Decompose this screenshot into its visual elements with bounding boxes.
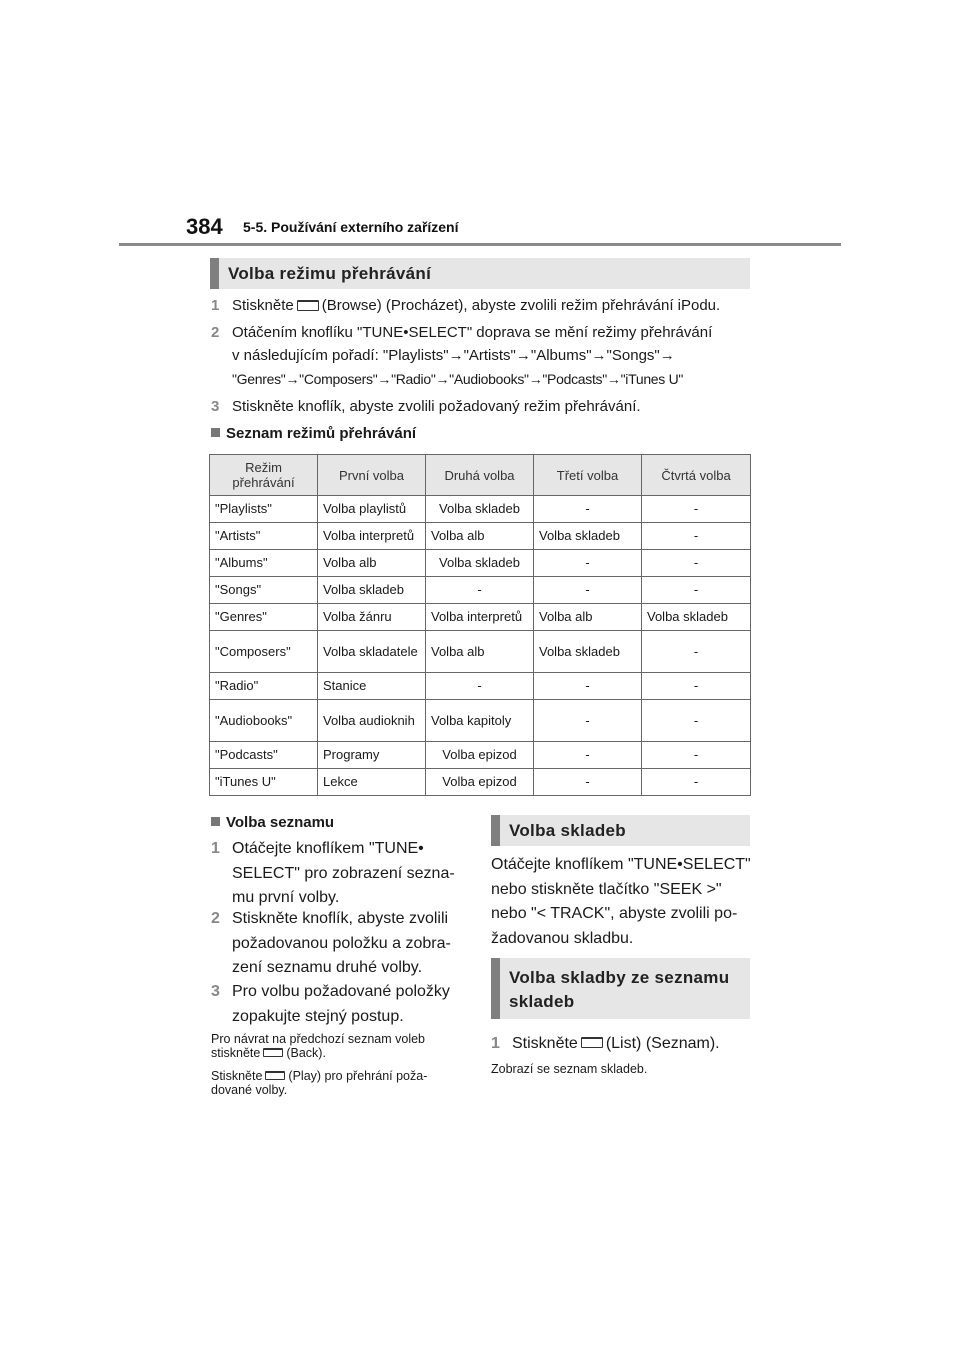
table-cell: Volba skladatele: [318, 631, 426, 673]
table-cell: Volba žánru: [318, 604, 426, 631]
step-number: 3: [211, 983, 220, 1000]
table-cell: Volba epizod: [426, 742, 534, 769]
note-line: [211, 1046, 471, 1060]
table-cell: -: [642, 631, 751, 673]
step-text-after: (List) (Seznam).: [605, 1035, 720, 1052]
table-row: [210, 550, 751, 577]
table-cell: Volba audioknih: [318, 700, 426, 742]
button-icon: [297, 300, 319, 311]
table-cell: -: [534, 700, 642, 742]
step-number: 1: [211, 297, 220, 314]
table-cell: Volba skladeb: [426, 550, 534, 577]
table-cell: Volba alb: [534, 604, 642, 631]
table-cell: -: [534, 577, 642, 604]
note-text: Stiskněte: [211, 1069, 263, 1083]
paragraph-line: nebo "< TRACK", abyste zvolili po-: [491, 905, 738, 922]
table-cell: "Audiobooks": [210, 700, 318, 742]
table-cell: "iTunes U": [210, 769, 318, 796]
table-cell: "Composers": [210, 631, 318, 673]
table-cell: -: [534, 769, 642, 796]
chapter-title: 5-5. Používání externího zařízení: [243, 219, 459, 235]
table-cell: Volba skladeb: [642, 604, 751, 631]
list-step-3: [211, 980, 471, 1030]
table-cell: Volba skladeb: [318, 577, 426, 604]
note-line: dované volby.: [211, 1083, 288, 1097]
table-row: [210, 523, 751, 550]
step-line: [512, 1032, 720, 1057]
note-text: (Back).: [286, 1046, 326, 1060]
paragraph-line: nebo stiskněte tlačítko "SEEK >": [491, 880, 722, 898]
table-cell: -: [426, 673, 534, 700]
table-cell: Volba skladeb: [426, 496, 534, 523]
step-number: 1: [211, 840, 220, 857]
table-cell: Volba kapitoly: [426, 700, 534, 742]
table-cell: -: [534, 550, 642, 577]
section-heading-line: skladeb: [509, 992, 575, 1011]
section-heading-playback-mode: Volba režimu přehrávání: [210, 258, 750, 289]
step-3: [211, 396, 771, 418]
table-row: [210, 769, 751, 796]
step-text-line1: Otáčením knoflíku "TUNE•SELECT" doprava se mění režimy přehrávání: [232, 324, 713, 341]
step-line: mu první volby.: [232, 889, 340, 906]
list-heading: [211, 425, 416, 442]
playback-modes-table: [209, 454, 751, 796]
table-row: [210, 604, 751, 631]
table-cell: Programy: [318, 742, 426, 769]
note-line: [211, 1069, 471, 1083]
step-number: 1: [491, 1035, 500, 1052]
step-1: [211, 295, 771, 317]
table-cell: Volba playlistů: [318, 496, 426, 523]
note-text: stiskněte: [211, 1046, 261, 1060]
table-cell: Lekce: [318, 769, 426, 796]
list-step-2: [211, 907, 471, 981]
table-cell: Volba skladeb: [534, 631, 642, 673]
table-header-cell: Druhá volba: [426, 455, 534, 496]
note-line: Pro návrat na předchozí seznam voleb: [211, 1032, 426, 1046]
table-row: [210, 577, 751, 604]
list-selection-heading-text: Volba seznamu: [226, 814, 335, 831]
table-cell: Volba epizod: [426, 769, 534, 796]
table-cell: -: [642, 577, 751, 604]
table-cell: -: [642, 496, 751, 523]
step-text-line3: "Genres"→"Composers"→"Radio"→"Audiobooks"→"Podcasts"→"iTunes U": [232, 371, 684, 387]
table-cell: Volba interpretů: [318, 523, 426, 550]
table-cell: "Albums": [210, 550, 318, 577]
table-cell: -: [534, 742, 642, 769]
table-row: [210, 742, 751, 769]
section-heading-line: Volba skladby ze seznamu: [509, 968, 730, 987]
step-line: zopakujte stejný postup.: [232, 1007, 404, 1025]
list-selection-heading: [211, 814, 334, 831]
table-header-cell: Režim přehrávání: [210, 455, 318, 496]
step-line: SELECT" pro zobrazení sezna-: [232, 864, 455, 882]
step-text: [232, 295, 720, 317]
step-line: zení seznamu druhé volby.: [232, 959, 423, 976]
step-text-after: (Browse) (Procházet), abyste zvolili režim přehrávání iPodu.: [321, 297, 721, 314]
table-cell: "Radio": [210, 673, 318, 700]
button-icon: [263, 1048, 283, 1057]
button-icon: [265, 1071, 285, 1080]
step-line: Stiskněte knoflík, abyste zvolili: [232, 910, 449, 927]
table-cell: Volba skladeb: [534, 523, 642, 550]
table-cell: -: [534, 673, 642, 700]
step-text-line2: v následujícím pořadí: "Playlists"→"Artists"→"Albums"→"Songs"→: [232, 347, 675, 364]
table-cell: -: [534, 496, 642, 523]
table-header-cell: Čtvrtá volba: [642, 455, 751, 496]
table-cell: -: [426, 577, 534, 604]
step-line: Pro volbu požadované položky: [232, 983, 450, 1000]
header-divider: [119, 243, 841, 246]
step-2: [211, 322, 771, 392]
table-cell: "Playlists": [210, 496, 318, 523]
note-text: (Play) pro přehrání poža-: [288, 1069, 428, 1083]
table-header-cell: Třetí volba: [534, 455, 642, 496]
step-text: Stiskněte knoflík, abyste zvolili požadovaný režim přehrávání.: [232, 398, 641, 415]
table-cell: "Genres": [210, 604, 318, 631]
square-bullet-icon: [211, 428, 220, 437]
note-back: [211, 1032, 471, 1060]
section-heading-track-from-list: [491, 958, 750, 1019]
table-cell: "Podcasts": [210, 742, 318, 769]
table-cell: "Songs": [210, 577, 318, 604]
track-selection-text: [491, 853, 761, 953]
note-play: [211, 1069, 471, 1097]
step-line: požadovanou položku a zobra-: [232, 934, 451, 952]
track-list-step-1: [491, 1032, 761, 1056]
table-cell: Volba alb: [426, 523, 534, 550]
step-line: Otáčejte knoflíkem "TUNE•: [232, 840, 424, 857]
table-row: [210, 700, 751, 742]
table-cell: Volba interpretů: [426, 604, 534, 631]
table-cell: "Artists": [210, 523, 318, 550]
step-number: 2: [211, 324, 220, 341]
list-step-1: [211, 837, 471, 911]
table-cell: Stanice: [318, 673, 426, 700]
step-number: 3: [211, 398, 220, 415]
table-header-row: [210, 455, 751, 496]
step-text-before: Stiskněte: [512, 1035, 578, 1052]
step-number: 2: [211, 910, 220, 927]
list-heading-text: Seznam režimů přehrávání: [226, 425, 417, 442]
table-row: [210, 673, 751, 700]
note-track-list: Zobrazí se seznam skladeb.: [491, 1062, 648, 1076]
step-text-before: Stiskněte: [232, 297, 294, 314]
table-cell: -: [642, 700, 751, 742]
paragraph-line: Otáčejte knoflíkem "TUNE•SELECT": [491, 856, 751, 873]
table-row: [210, 496, 751, 523]
paragraph-line: žadovanou skladbu.: [491, 929, 634, 947]
button-icon: [581, 1037, 603, 1048]
table-cell: -: [642, 550, 751, 577]
table-cell: -: [642, 523, 751, 550]
page-number: 384: [186, 214, 223, 239]
table-cell: Volba alb: [426, 631, 534, 673]
table-cell: Volba alb: [318, 550, 426, 577]
section-heading-track-selection: Volba skladeb: [491, 815, 750, 846]
square-bullet-icon: [211, 817, 220, 826]
table-row: [210, 631, 751, 673]
table-cell: -: [642, 673, 751, 700]
table-header-cell: První volba: [318, 455, 426, 496]
table-cell: -: [642, 769, 751, 796]
table-cell: -: [642, 742, 751, 769]
